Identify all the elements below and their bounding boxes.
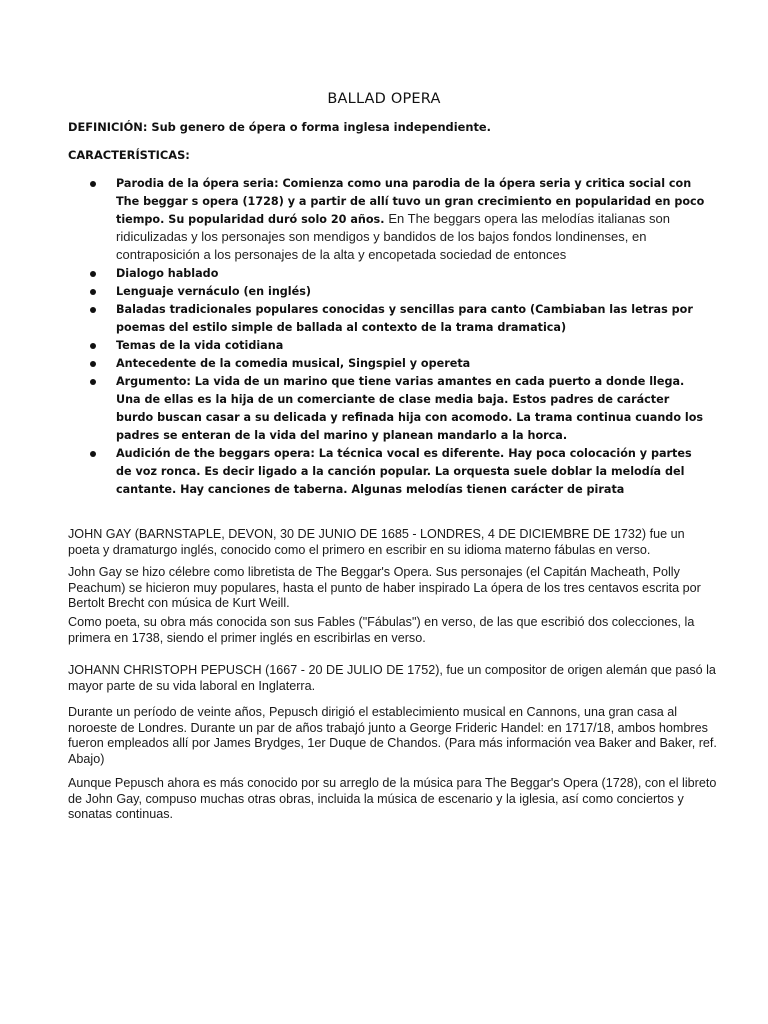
paragraph-pepusch-works: Aunque Pepusch ahora es más conocido por su arreglo de la música para The Beggar's Opera (1728), con el libreto de John Gay, compuso muchas otras obras, incluida la música de escenario y la iglesia, así como conciertos y sonatas continuas.: [68, 776, 717, 821]
list-item-text: Baladas tradicionales populares conocidas y sencillas para canto (Cambiaban las letras por poemas del estilo simple de ballada al contexto de la trama dramatica): [116, 303, 693, 334]
bullet-icon: [90, 289, 96, 295]
bullet-icon: [90, 181, 96, 187]
paragraph-john-gay-librettist: John Gay se hizo célebre como libretista de The Beggar's Opera. Sus personajes (el Capitán Macheath, Polly Peachum) se hicieron muy populares, hasta el punto de haber inspirado La ópera de los tres centavos escrita por Bertolt Brecht con música de Kurt Weill.: [68, 565, 701, 610]
list-item: [68, 283, 708, 301]
list-item-text: Argumento: La vida de un marino que tiene varias amantes en cada puerto a donde llega. Una de ellas es la hija de un comerciante de clase media baja. Estos padres de carácter burdo buscan casar a su delicada y refinada hija con acomodo. La trama continua cuando los padres se enteran de la vida del marino y planean mandarlo a la horca.: [116, 375, 704, 442]
bullet-icon: [90, 307, 96, 313]
bullet-icon: [90, 271, 96, 277]
list-item: [68, 265, 708, 283]
characteristics-list: [68, 175, 708, 499]
list-item-text: Antecedente de la comedia musical, Singspiel y opereta: [116, 357, 471, 370]
paragraph-john-gay-bio: JOHN GAY (BARNSTAPLE, DEVON, 30 DE JUNIO DE 1685 - LONDRES, 4 DE DICIEMBRE DE 1732) fue un poeta y dramaturgo inglés, conocido como el primero en escribir en su idioma materno fábulas en verso.: [68, 527, 685, 557]
list-item: [68, 301, 708, 337]
paragraph-pepusch-cannons: Durante un período de veinte años, Pepusch dirigió el establecimiento musical en Cannons, una gran casa al noroeste de Londres. Durante un par de años trabajó junto a George Frideric Handel: en 1717/18, ambos hombres fueron empleados allí por James Brydges, 1er Duque de Chandos. (Para más información vea Baker and Baker, ref. Abajo): [68, 705, 717, 766]
list-item: [68, 355, 708, 373]
list-item: [68, 337, 708, 355]
list-item: [68, 445, 708, 499]
list-item-text: Lenguaje vernáculo (en inglés): [116, 285, 312, 298]
paragraph-pepusch-bio: JOHANN CHRISTOPH PEPUSCH (1667 - 20 DE JULIO DE 1752), fue un compositor de origen alemán que pasó la mayor parte de su vida laboral en Inglaterra.: [68, 663, 716, 693]
list-item-text: Dialogo hablado: [116, 267, 219, 280]
definition-line: DEFINICIÓN: Sub genero de ópera o forma inglesa independiente.: [68, 120, 491, 134]
list-item-text-regular: En The beggars opera las melodías italianas son ridiculizadas y los personajes son mendigos y bandidos de los bajos fondos londinenses, en contraposición a los personajes de la alta y encopetada sociedad de entonces: [116, 211, 670, 262]
list-item-text: Audición de the beggars opera: La técnica vocal es diferente. Hay poca colocación y partes de voz ronca. Es decir ligado a la canción popular. La orquesta suele doblar la melodía del cantante. Hay canciones de taberna. Algunas melodías tienen carácter de pirata: [116, 447, 692, 496]
document-title: BALLAD OPERA: [327, 91, 441, 107]
bullet-icon: [90, 451, 96, 457]
paragraph-john-gay-fables: Como poeta, su obra más conocida son sus Fables ("Fábulas") en verso, de las que escribió dos colecciones, la primera en 1738, siendo el primer inglés en escribirlas en verso.: [68, 615, 695, 645]
list-item-text: Parodia de la ópera seria: Comienza como una parodia de la ópera seria y critica social con The beggar s opera (1728) y a partir de allí tuvo un gran crecimiento en popularidad en poco tiempo. Su popularidad duró solo 20 años.: [116, 177, 705, 226]
bullet-icon: [90, 343, 96, 349]
list-item: [68, 373, 708, 445]
list-item: [68, 175, 708, 265]
characteristics-heading: CARACTERÍSTICAS:: [68, 148, 190, 162]
bullet-icon: [90, 379, 96, 385]
bullet-icon: [90, 361, 96, 367]
list-item-text: Temas de la vida cotidiana: [116, 339, 284, 352]
